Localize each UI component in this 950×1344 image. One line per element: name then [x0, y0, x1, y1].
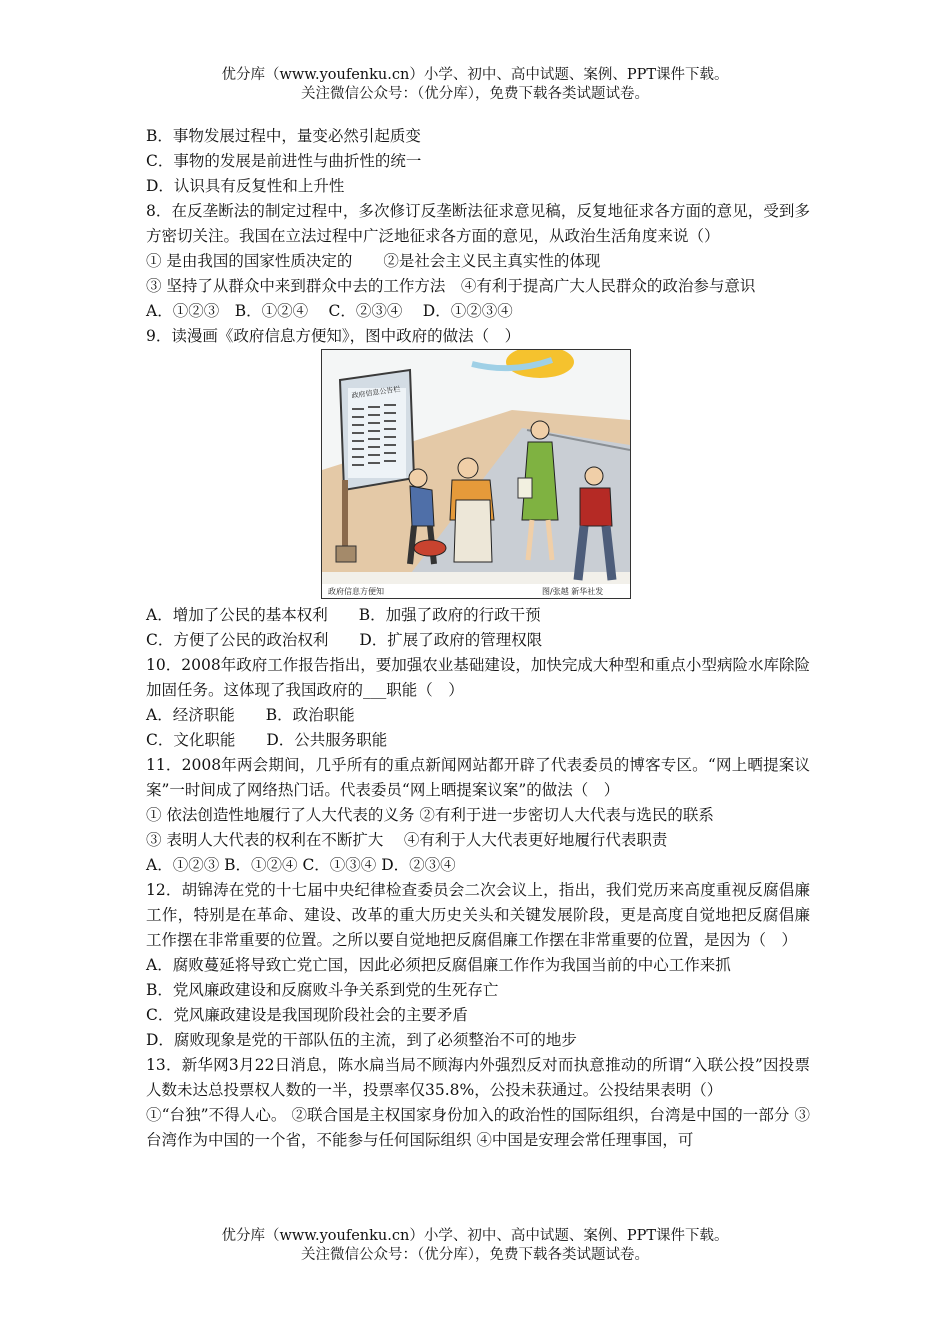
- q11-choices: A．①②③ B．①②④ C．①③④ D．②③④: [146, 856, 456, 874]
- q8-stem: 8．在反垄断法的制定过程中，多次修订反垄断法征求意见稿，反复地征求各方面的意见，受到多方密切关注。我国在立法过程中广泛地征求各方面的意见，从政治生活角度来说（）: [146, 202, 810, 245]
- q11-statements-1: ① 依法创造性地履行了人大代表的义务 ②有利于进一步密切人大代表与选民的联系: [146, 806, 714, 824]
- q11-statements-2: ③ 表明人大代表的权利在不断扩大 ④有利于人大代表更好地履行代表职责: [146, 831, 668, 849]
- q10-options-cd: C．文化职能 D．公共服务职能: [146, 731, 388, 749]
- board-title: 政府信息公告栏: [351, 385, 401, 400]
- q8-choices: A．①②③ B．①②④ C．②③④ D．①②③④: [146, 302, 513, 320]
- q8-statements-2: ③ 坚持了从群众中来到群众中去的工作方法 ④有利于提高广大人民群众的政治参与意识: [146, 277, 756, 295]
- footer-line-2: 关注微信公众号：（优分库），免费下载各类试题试卷。: [301, 1247, 649, 1263]
- q12-stem: 12．胡锦涛在党的十七届中央纪律检查委员会二次会议上，指出，我们党历来高度重视反腐倡廉工作，特别是在革命、建设、改革的重大历史关头和关键发展阶段，更是高度自觉地把反腐倡廉工作摆在非常重要的位置。之所以要自觉地把反腐倡廉工作摆在非常重要的位置，是因为（ ）: [146, 881, 810, 949]
- q8-statements-1: ① 是由我国的国家性质决定的 ②是社会主义民主真实性的体现: [146, 252, 601, 270]
- cartoon-caption-left: 政府信息方便知: [328, 587, 384, 596]
- q10-stem: 10．2008年政府工作报告指出，要加强农业基础建设，加快完成大种型和重点小型病险水库除险加固任务。这体现了我国政府的___职能（ ）: [146, 656, 810, 699]
- q12-option-c: C．党风廉政建设是我国现阶段社会的主要矛盾: [146, 1006, 468, 1024]
- cartoon-caption-right: 图/张越 新华社发: [542, 587, 604, 596]
- q10-options-ab: A．经济职能 B．政治职能: [146, 706, 355, 724]
- q12-option-a: A．腐败蔓延将导致亡党亡国，因此必须把反腐倡廉工作作为我国当前的中心工作来抓: [146, 956, 731, 974]
- q9-options-ab: A．增加了公民的基本权利 B．加强了政府的行政干预: [146, 606, 541, 624]
- q9-figure: [146, 349, 810, 603]
- q13-stem: 13．新华网3月22日消息，陈水扁当局不顾海内外强烈反对而执意推动的所谓“入联公投”因投票人数未达总投票权人数的一半，投票率仅35.8%，公投未获通过。公投结果表明（）: [146, 1056, 810, 1099]
- q7-option-d: D．认识具有反复性和上升性: [146, 177, 345, 195]
- q9-stem: 9．读漫画《政府信息方便知》，图中政府的做法（ ）: [146, 327, 521, 345]
- footer-line-1: 优分库（www.youfenku.cn）小学、初中、高中试题、案例、PPT课件下载。: [221, 1228, 729, 1244]
- document-body: [146, 124, 810, 1153]
- q9-options-cd: C．方便了公民的政治权利 D．扩展了政府的管理权限: [146, 631, 543, 649]
- q11-stem: 11．2008年两会期间，几乎所有的重点新闻网站都开辟了代表委员的博客专区。“网上晒提案议案”一时间成了网络热门话。代表委员“网上晒提案议案”的做法（ ）: [146, 756, 810, 799]
- q13-statements: ①“台独”不得人心。 ②联合国是主权国家身份加入的政治性的国际组织，台湾是中国的一部分 ③台湾作为中国的一个省，不能参与任何国际组织 ④中国是安理会常任理事国，可: [146, 1106, 810, 1149]
- header-line-1: 优分库（www.youfenku.cn）小学、初中、高中试题、案例、PPT课件下载。: [221, 67, 729, 83]
- header-line-2: 关注微信公众号：（优分库），免费下载各类试题试卷。: [301, 86, 649, 102]
- page-header: [0, 66, 950, 104]
- q12-option-b: B．党风廉政建设和反腐败斗争关系到党的生死存亡: [146, 981, 499, 999]
- cartoon-image: [321, 349, 631, 599]
- page-footer: [0, 1227, 950, 1265]
- q12-option-d: D．腐败现象是党的干部队伍的主流，到了必须整治不可的地步: [146, 1031, 577, 1049]
- q7-option-c: C．事物的发展是前进性与曲折性的统一: [146, 152, 422, 170]
- q7-option-b: B．事物发展过程中，量变必然引起质变: [146, 127, 421, 145]
